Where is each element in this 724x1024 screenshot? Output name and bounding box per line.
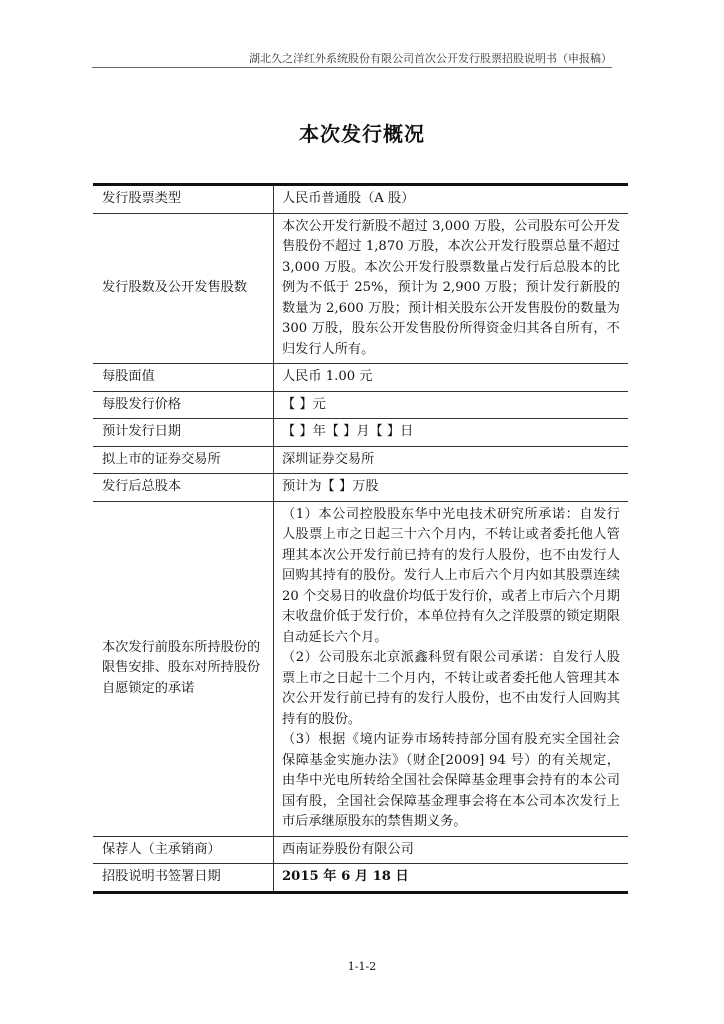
row-value: 人民币 1.00 元 [274,364,629,392]
row-label: 预计发行日期 [93,419,274,447]
row-value: 西南证券股份有限公司 [274,836,629,864]
page-title: 本次发行概况 [299,122,425,146]
row-label: 招股说明书签署日期 [93,864,274,893]
table-row [93,474,628,502]
lockup-commitment-1: （1）本公司控股股东华中光电技术研究所承诺：自发行人股票上市之日起三十六个月内，不转让或者委托他人管理其本次公开发行前已持有的发行人股份，也不由发行人回购其持有的股份。发行人上市后六个月内如其股票连续 20 个交易日的收盘价均低于发行价，或者上市后六个月期末收盘价低于发行价，本单位持有久之洋股票的锁定期限自动延长六个月。 [282,506,620,645]
table-row [93,391,628,419]
row-label: 发行股票类型 [93,185,274,214]
offering-overview-table [93,183,628,894]
row-label: 拟上市的证券交易所 [93,446,274,474]
lockup-commitment-2: （2）公司股东北京派鑫科贸有限公司承诺：自发行人股票上市之日起十二个月内，不转让或者委托他人管理其本次公开发行前已持有的发行人股份，也不由发行人回购其持有的股份。 [282,650,620,727]
table-row [93,836,628,864]
row-label: 每股发行价格 [93,391,274,419]
row-value: 【 】年【 】月【 】日 [274,419,629,447]
row-value: 【 】元 [274,391,629,419]
signing-date-value: 2015 年 6 月 18 日 [274,864,629,893]
row-label: 发行后总股本 [93,474,274,502]
row-label: 每股面值 [93,364,274,392]
row-value: 人民币普通股（A 股） [274,185,629,214]
row-value: 预计为【 】万股 [274,474,629,502]
lockup-commitment-3: （3）根据《境内证券市场转持部分国有股充实全国社会保障基金实施办法》（财企[2009] 94 号）的有关规定，由华中光电所转给全国社会保障基金理事会持有的本公司国有股，全国社会保障基金理事会将在本公司本次发行上市后承继原股东的禁售期义务。 [282,732,620,829]
table-row [93,446,628,474]
row-value [274,501,629,836]
document-header: 湖北久之洋红外系统股份有限公司首次公开发行股票招股说明书（申报稿） [249,52,612,65]
row-label: 发行股数及公开发售股数 [93,213,274,364]
row-value: 本次公开发行新股不超过 3,000 万股，公司股东可公开发售股份不超过 1,870 万股，本次公开发行股票总量不超过 3,000 万股。本次公开发行股票数量占发行后总股本的比例为不低于 25%，预计为 2,900 万股；预计发行新股的数量为 2,600 万股；预计相关股东公开发售股份的数量为 300 万股，股东公开发售股份所得资金归其各自所有，不归发行人所有。 [274,213,629,364]
table-row [93,185,628,214]
table-row [93,364,628,392]
page-number: 1-1-2 [347,960,377,973]
table-row [93,213,628,364]
table-row [93,501,628,836]
row-label: 保荐人（主承销商） [93,836,274,864]
header-rule [92,67,612,68]
row-label: 本次发行前股东所持股份的限售安排、股东对所持股份自愿锁定的承诺 [93,501,274,836]
row-value: 深圳证券交易所 [274,446,629,474]
table-row [93,419,628,447]
table-row [93,864,628,893]
